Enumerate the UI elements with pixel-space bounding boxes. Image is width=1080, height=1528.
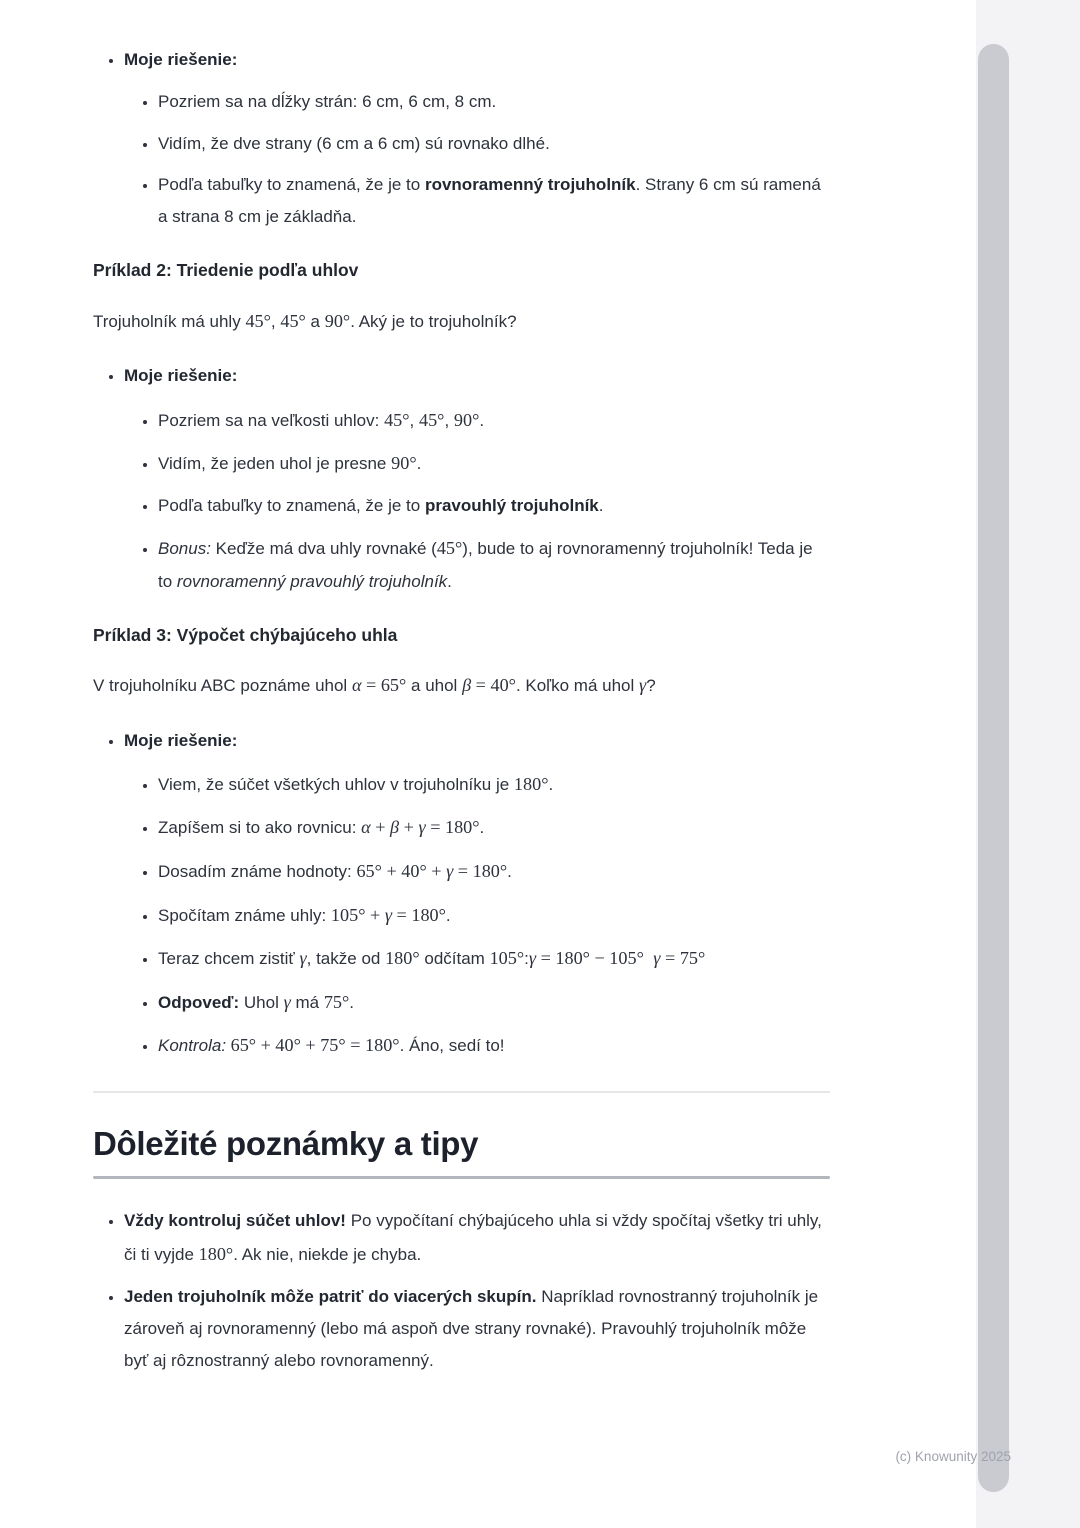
heading-underline	[93, 1176, 830, 1179]
text-run: a	[305, 311, 325, 331]
bullet-text: Zapíšem si to ako rovnicu:	[158, 818, 362, 838]
list-item	[124, 44, 830, 233]
text-run: ,	[444, 410, 454, 430]
notes-list	[93, 1205, 830, 1378]
list-item	[158, 446, 830, 481]
example-2-solution-list	[93, 360, 830, 598]
math-run: 105° +	[330, 904, 385, 925]
math-var: γ	[418, 817, 426, 838]
bold-text: rovnoramenný trojuholník	[424, 174, 636, 194]
math-var: γ	[639, 675, 647, 696]
text-run: . Ak nie, niekde je chyba.	[233, 1245, 422, 1265]
text-run: ), bude to aj rovnoramenný trojuholník! Teda je to	[158, 538, 813, 591]
nested-list	[124, 767, 830, 1063]
list-item	[158, 490, 830, 522]
bullet-text: Podľa tabuľky to znamená, že je to	[158, 495, 425, 515]
list-item	[158, 810, 830, 845]
math-run: 45°	[384, 409, 410, 430]
math-run: = 65°	[361, 675, 407, 696]
example-3-heading: Príklad 3: Výpočet chýbajúceho uhla	[93, 624, 398, 645]
text-run: ,	[270, 311, 281, 331]
list-item	[158, 767, 830, 802]
nested-list	[124, 403, 830, 598]
list-item	[124, 360, 830, 598]
text-run: V trojuholníku ABC poznáme uhol	[93, 676, 352, 696]
list-item	[124, 1205, 830, 1272]
math-var: β	[462, 675, 472, 696]
bullet-text: Teraz chcem zistiť	[158, 949, 300, 969]
text-run: .	[447, 571, 452, 591]
bullet-text: Vidím, že jeden uhol je presne	[158, 454, 392, 474]
text-run: .	[349, 992, 355, 1012]
math-run: = 180°	[392, 904, 446, 925]
bold-text: Jeden trojuholník môže patriť do viacerých skupín.	[124, 1286, 537, 1306]
italic-text: Kontrola:	[158, 1036, 227, 1056]
list-item	[158, 86, 830, 118]
math-run: +	[370, 817, 391, 838]
example-1-solution-list	[93, 44, 830, 233]
document-content	[93, 44, 830, 1392]
list-item	[158, 403, 830, 438]
text-run: má	[290, 992, 324, 1012]
text-run: . Koľko má uhol	[515, 676, 640, 696]
text-run: , takže od	[306, 949, 386, 969]
text-run: . Aký je to trojuholník?	[350, 311, 517, 331]
notes-heading: Dôležité poznámky a tipy	[93, 1124, 479, 1162]
math-run: = 180°	[425, 817, 480, 838]
math-var: γ	[446, 861, 454, 881]
math-run: = 75°	[660, 948, 706, 969]
math-run: +	[399, 817, 419, 838]
math-var: γ	[528, 948, 537, 969]
text-run: .	[479, 818, 485, 838]
math-run: 65° + 40° +	[356, 861, 447, 881]
example-2-heading: Príklad 2: Triedenie podľa uhlov	[93, 260, 359, 281]
math-run: 180°	[198, 1244, 234, 1265]
text-run: ,	[409, 410, 419, 430]
text-run: Napríklad rovnostranný trojuholník je zároveň aj rovnoramenný (lebo má aspoň dve strany rovnaké). Pravouhlý trojuholník môže byť aj rôznostranný alebo rovnoramenný.	[124, 1286, 819, 1371]
nested-list	[124, 86, 830, 233]
bullet-text: Vidím, že dve strany (6 cm a 6 cm) sú rovnako dlhé.	[158, 133, 550, 153]
list-item	[158, 898, 830, 933]
math-run: 180°	[385, 948, 420, 969]
text-run: :	[524, 949, 529, 969]
math-run: 105°	[489, 948, 525, 969]
list-item	[124, 725, 830, 1063]
text-run: .	[445, 905, 451, 925]
example-3-intro	[93, 668, 830, 703]
bullet-text: Podľa tabuľky to znamená, že je to	[158, 174, 425, 194]
math-run: 75°	[323, 991, 350, 1012]
text-run: ?	[646, 676, 656, 696]
math-run: = 180° − 105°	[536, 948, 644, 969]
text-run: .	[548, 774, 554, 794]
bullet-text: Spočítam známe uhly:	[158, 905, 331, 925]
math-run: 45°	[280, 310, 306, 331]
bold-text: Vždy kontroluj súčet uhlov!	[124, 1210, 346, 1230]
bold-text: Odpoveď:	[158, 992, 240, 1012]
math-var: α	[361, 817, 371, 838]
list-item	[158, 169, 830, 234]
copyright-footer: (c) Knowunity 2025	[895, 1449, 1011, 1464]
bullet-text: Viem, že súčet všetkých uhlov v trojuholníku je	[158, 774, 514, 794]
math-run: 65° + 40° + 75° = 180°	[226, 1035, 400, 1056]
text-run: Trojuholník má uhly	[93, 311, 246, 331]
italic-text: Bonus:	[158, 538, 211, 558]
math-run: 45°	[436, 537, 463, 558]
math-run: = 180°	[453, 861, 508, 881]
text-run: odčítam	[419, 949, 490, 969]
math-var: α	[351, 675, 362, 696]
math-run: 45°	[418, 409, 445, 430]
math-run: 90°	[453, 409, 480, 430]
text-run: a uhol	[406, 676, 463, 696]
bullet-text: Pozriem sa na dĺžky strán: 6 cm, 6 cm, 8 cm.	[158, 92, 497, 112]
text-run: .	[598, 495, 604, 515]
list-item	[158, 531, 830, 598]
example-3-solution-list	[93, 725, 830, 1063]
math-run: = 40°	[471, 675, 516, 696]
math-run: 180°	[513, 773, 549, 794]
math-run: 45°	[245, 310, 271, 331]
section-divider	[93, 1091, 830, 1093]
math-run: 90°	[391, 453, 417, 474]
list-item	[158, 985, 830, 1020]
math-var: β	[390, 817, 400, 838]
solution-title: Moje riešenie:	[124, 50, 238, 69]
math-var: γ	[299, 948, 307, 969]
text-run: .	[507, 862, 512, 881]
list-item	[158, 1028, 830, 1063]
math-run: 90°	[324, 310, 351, 331]
bold-text: pravouhlý trojuholník	[424, 495, 599, 515]
text-run: Keďže má dva uhly rovnaké (	[210, 538, 437, 558]
math-var: γ	[653, 948, 661, 969]
italic-text: rovnoramenný pravouhlý trojuholník	[176, 571, 448, 591]
list-item	[158, 941, 830, 976]
bullet-text: Dosadím známe hodnoty:	[158, 862, 357, 881]
list-item	[124, 1281, 830, 1378]
text-run: .	[416, 454, 422, 474]
solution-title: Moje riešenie:	[124, 730, 238, 750]
bullet-text: Pozriem sa na veľkosti uhlov:	[158, 410, 385, 430]
text-run: Po vypočítaní chýbajúceho uhla si vždy spočítaj všetky tri uhly, či ti vyjde	[124, 1210, 822, 1265]
scrollbar-thumb[interactable]	[978, 44, 1009, 1492]
math-var: γ	[384, 904, 392, 925]
text-run: Uhol	[239, 992, 284, 1012]
math-var: γ	[283, 991, 291, 1012]
list-item	[158, 854, 830, 889]
text-run: . Áno, sedí to!	[399, 1036, 505, 1056]
text-run: .	[479, 410, 485, 430]
solution-title: Moje riešenie:	[124, 366, 238, 386]
bullet-text: . Strany 6 cm sú ramená a strana 8 cm je základňa.	[158, 174, 821, 227]
text-run	[644, 949, 653, 968]
list-item	[158, 128, 830, 160]
example-2-intro	[93, 304, 830, 339]
